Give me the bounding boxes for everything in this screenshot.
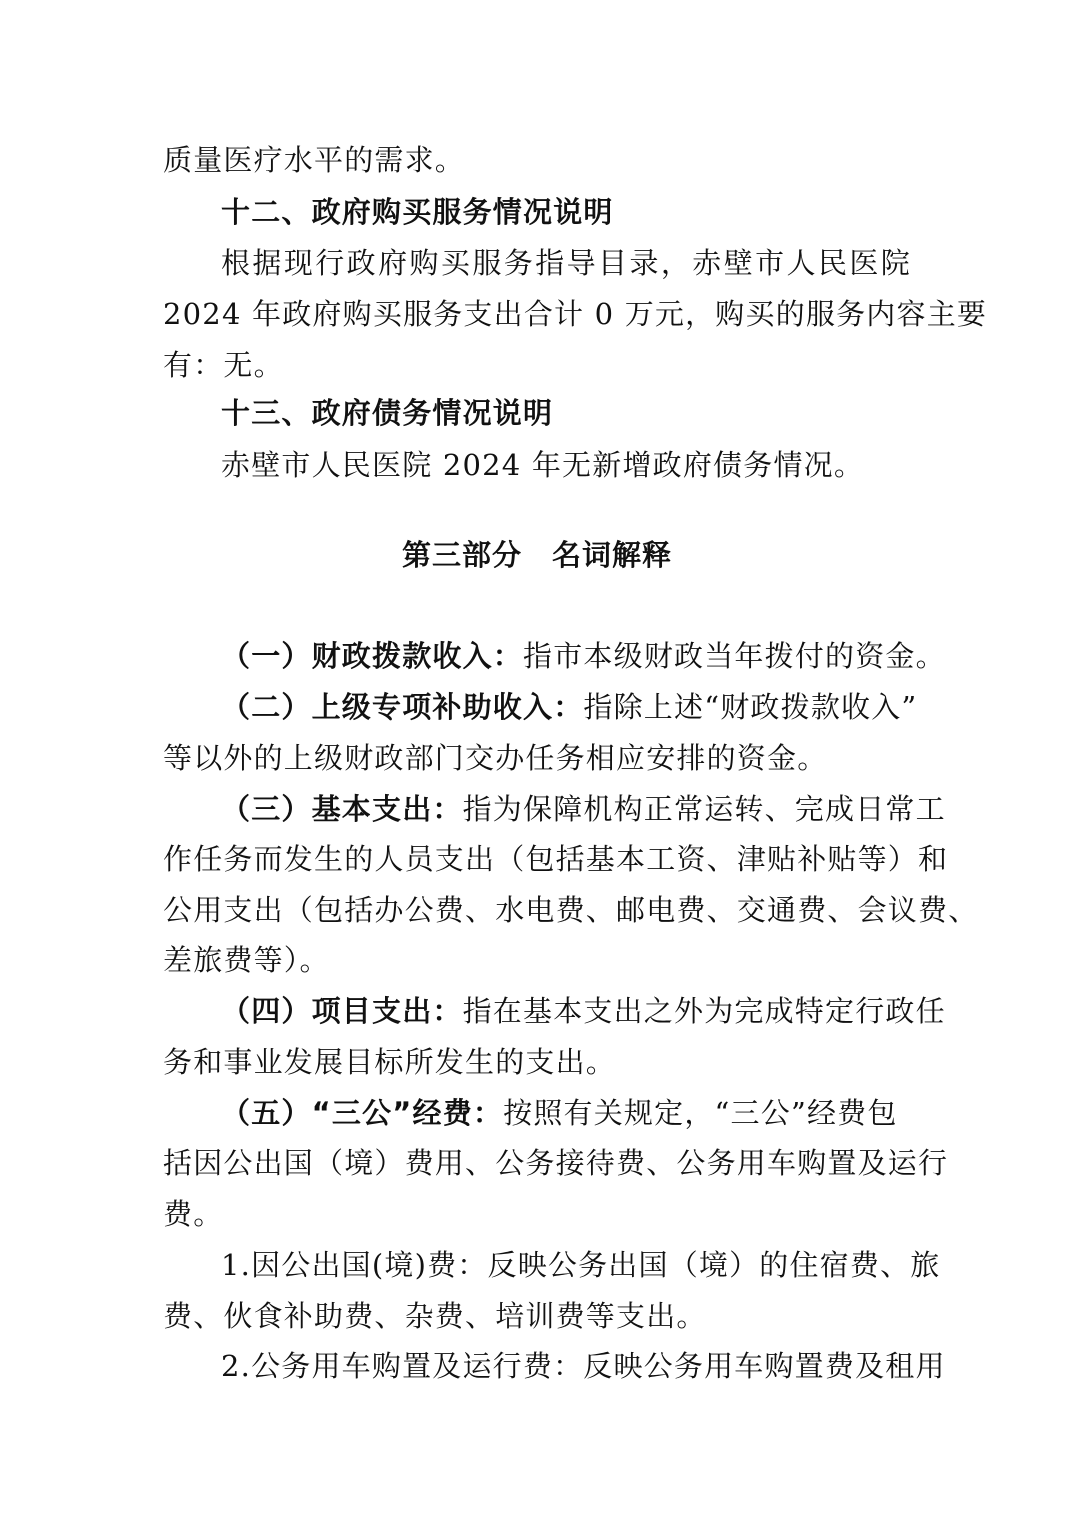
definition-item-3	[221, 789, 946, 829]
paragraph-line: 差旅费等）。	[163, 943, 330, 977]
definition-text: 指为保障机构正常运转、完成日常工	[462, 792, 946, 826]
paragraph-line: 等以外的上级财政部门交办任务相应安排的资金。	[163, 741, 828, 775]
definition-text: 指市本级财政当年拨付的资金。	[523, 639, 946, 673]
definition-item-4	[221, 991, 946, 1031]
section-heading-12: 十二、政府购买服务情况说明	[221, 195, 614, 229]
paragraph-line: 有：无。	[163, 348, 284, 382]
section-heading-13: 十三、政府债务情况说明	[221, 396, 554, 430]
paragraph-line: 务和事业发展目标所发生的支出。	[163, 1045, 617, 1079]
definition-term: （二）上级专项补助收入：	[221, 690, 584, 724]
sub-item-2: 2.公务用车购置及运行费：反映公务用车购置费及租用	[221, 1349, 946, 1383]
paragraph-line: 括因公出国（境）费用、公务接待费、公务用车购置及运行	[163, 1146, 949, 1180]
paragraph-line: 费。	[163, 1197, 224, 1231]
definition-term: （五）“三公”经费：	[221, 1096, 504, 1130]
part-title-number: 第三部分	[401, 538, 522, 572]
part-title	[0, 535, 1074, 575]
definition-item-1	[221, 636, 946, 676]
paragraph-line: 质量医疗水平的需求。	[163, 143, 466, 177]
paragraph-line: 赤壁市人民医院 2024 年无新增政府债务情况。	[221, 448, 865, 482]
part-title-text: 名词解释	[552, 538, 673, 572]
sub-item-1: 1.因公出国(境)费：反映公务出国（境）的住宿费、旅	[221, 1248, 941, 1282]
paragraph-line: 公用支出（包括办公费、水电费、邮电费、交通费、会议费、	[163, 893, 979, 927]
paragraph-line: 费、伙食补助费、杂费、培训费等支出。	[163, 1299, 707, 1333]
definition-item-2	[221, 687, 918, 727]
definition-term: （一）财政拨款收入：	[221, 639, 524, 673]
definition-term: （四）项目支出：	[221, 994, 463, 1028]
paragraph-line: 2024 年政府购买服务支出合计 0 万元，购买的服务内容主要	[163, 297, 988, 331]
definition-item-5	[221, 1093, 911, 1133]
definition-text: 按照有关规定，“三公”经费包	[503, 1096, 898, 1130]
definition-text: 指除上述“财政拨款收入”	[583, 690, 918, 724]
definition-text: 指在基本支出之外为完成特定行政任	[462, 994, 946, 1028]
paragraph-line: 作任务而发生的人员支出（包括基本工资、津贴补贴等）和	[163, 842, 949, 876]
definition-term: （三）基本支出：	[221, 792, 463, 826]
paragraph-line: 根据现行政府购买服务指导目录，赤壁市人民医院	[221, 246, 911, 280]
